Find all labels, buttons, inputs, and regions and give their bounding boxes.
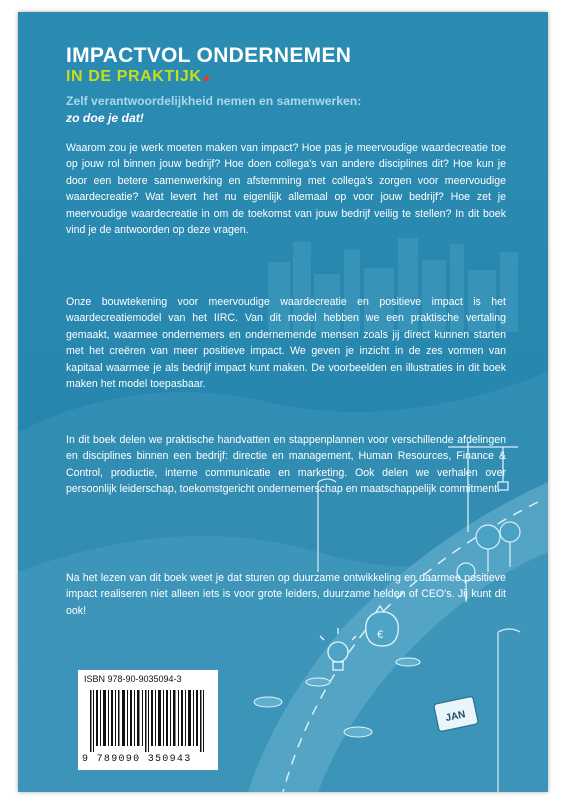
euro-symbol: € <box>376 629 384 641</box>
book-subtitle <box>66 68 209 86</box>
book-back-cover <box>18 12 548 792</box>
book-title: IMPACTVOL ONDERNEMEN <box>66 44 352 67</box>
barcode-number: 9 789090 350943 <box>82 754 192 765</box>
book-subtitle-text: IN DE PRAKTIJK <box>66 68 202 85</box>
blurb-paragraph-4: Na het lezen van dit boek weet je dat sturen op duurzame ontwikkeling en daarmee positieve impact realiseren niet alleen iets is voor grote leiders, duurzame helden of CEO's. Jij kunt dit ook! <box>66 572 506 617</box>
calendar-label: JAN <box>444 709 467 725</box>
barcode-icon <box>90 690 206 752</box>
tagline-emphasis: zo doe je dat! <box>66 111 144 125</box>
blurb-paragraph-3: In dit boek delen we praktische handvatten en stappenplannen voor verschillende afdelingen en disciplines binnen een bedrijf: directie en management, Human Resources, Finance & Control, productie, interne communicatie en marketing. Ook delen we verhalen over persoonlijk leiderschap, toekomstgericht ondernemerschap en maatschappelijk commitment. <box>66 434 506 496</box>
red-square-accent <box>204 76 209 81</box>
blurb-paragraph-1: Waarom zou je werk moeten maken van impact? Hoe pas je meervoudige waardecreatie toe op jouw rol binnen jouw bedrijf? Hoe doen collega's van andere disciplines dit? Hoe kun je door een betere samenwerking en afstemming met collega's zorgen voor meervoudige waardecreatie? Wat levert het nu eigenlijk allemaal op voor jouw bedrijf? Hoe zet je meervoudige waardecreatie in om de toekomst van jouw bedrijf veilig te stellen? In dit boek vind je de antwoorden op deze vragen. <box>66 142 506 237</box>
tagline: Zelf verantwoordelijkheid nemen en samenwerken: <box>66 94 362 108</box>
isbn-barcode-box <box>78 670 218 770</box>
blurb-paragraph-2: Onze bouwtekening voor meervoudige waardecreatie en positieve impact is het waardecreatiemodel van het IIRC. Van dit model hebben we een praktische vertaling gemaakt, waarmee ondernemers en ondernemende mensen zoals jij direct kunnen starten met het creëren van meer positieve impact. We geven je inzicht in de zes vormen van kapitaal waarmee je als bedrijf impact kunt maken. De voorbeelden en illustraties in dit boek maken het model toepasbaar. <box>66 296 506 391</box>
isbn-label: ISBN 978-90-9035094-3 <box>84 674 182 684</box>
